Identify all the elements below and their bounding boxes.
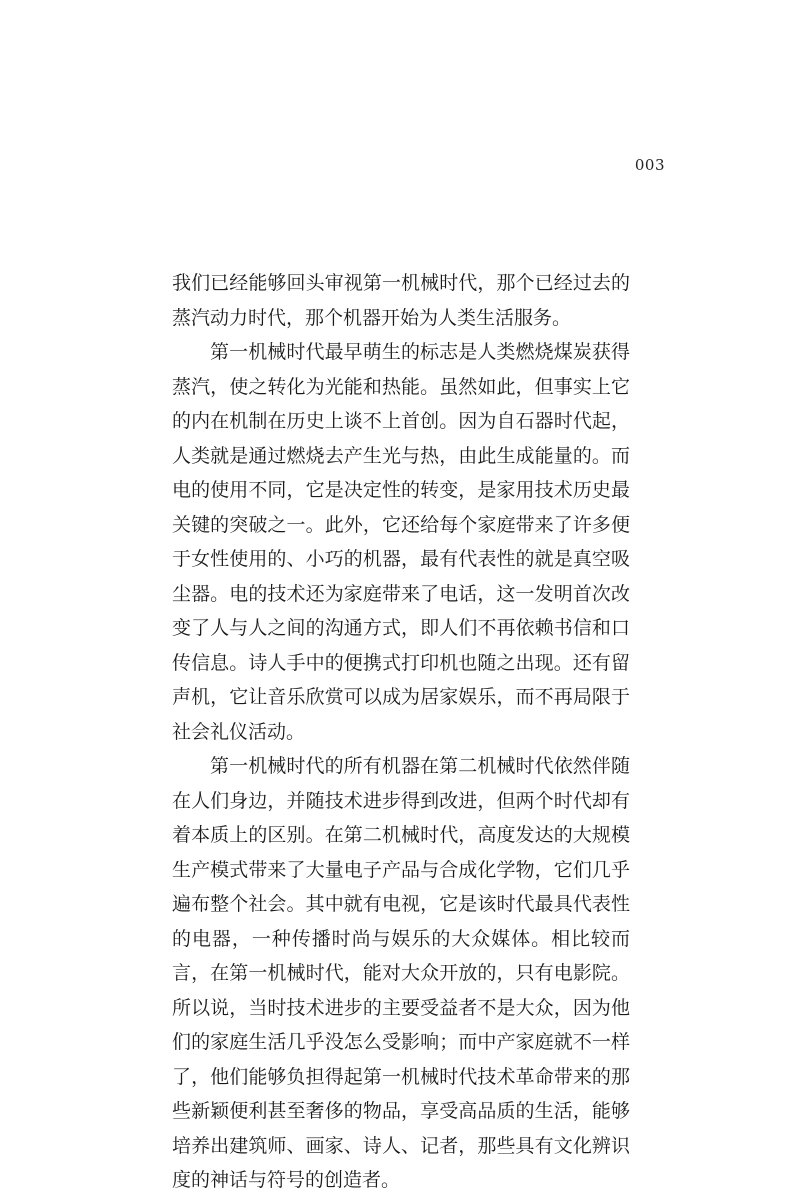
paragraph: 我们已经能够回头审视第一机械时代，那个已经过去的蒸汽动力时代，那个机器开始为人类生活服务。 xyxy=(172,272,630,329)
body-text xyxy=(172,266,630,1198)
paragraph: 第一机械时代的所有机器在第二机械时代依然伴随在人们身边，并随技术进步得到改进，但两个时代却有着本质上的区别。在第二机械时代，高度发达的大规模生产模式带来了大量电子产品与合成化学物，它们几乎遍布整个社会。其中就有电视，它是该时代最具代表性的电器，一种传播时尚与娱乐的大众媒体。相比较而言，在第一机械时代，能对大众开放的，只有电影院。所以说，当时技术进步的主要受益者不是大众，因为他们的家庭生活几乎没怎么受影响；而中产家庭就不一样了，他们能够负担得起第一机械时代技术革命带来的那些新颖便利甚至奢侈的物品，享受高品质的生活，能够培养出建筑师、画家、诗人、记者，那些具有文化辨识度的神话与符号的创造者。 xyxy=(172,755,630,1191)
page-number: 003 xyxy=(634,156,665,174)
paragraph: 第一机械时代最早萌生的标志是人类燃烧煤炭获得蒸汽，使之转化为光能和热能。虽然如此，但事实上它的内在机制在历史上谈不上首创。因为自石器时代起，人类就是通过燃烧去产生光与热，由此生成能量的。而电的使用不同，它是决定性的转变，是家用技术历史最关键的突破之一。此外，它还给每个家庭带来了许多便于女性使用的、小巧的机器，最有代表性的就是真空吸尘器。电的技术还为家庭带来了电话，这一发明首次改变了人与人之间的沟通方式，即人们不再依赖书信和口传信息。诗人手中的便携式打印机也随之出现。还有留声机，它让音乐欣赏可以成为居家娱乐，而不再局限于社会礼仪活动。 xyxy=(172,341,630,743)
